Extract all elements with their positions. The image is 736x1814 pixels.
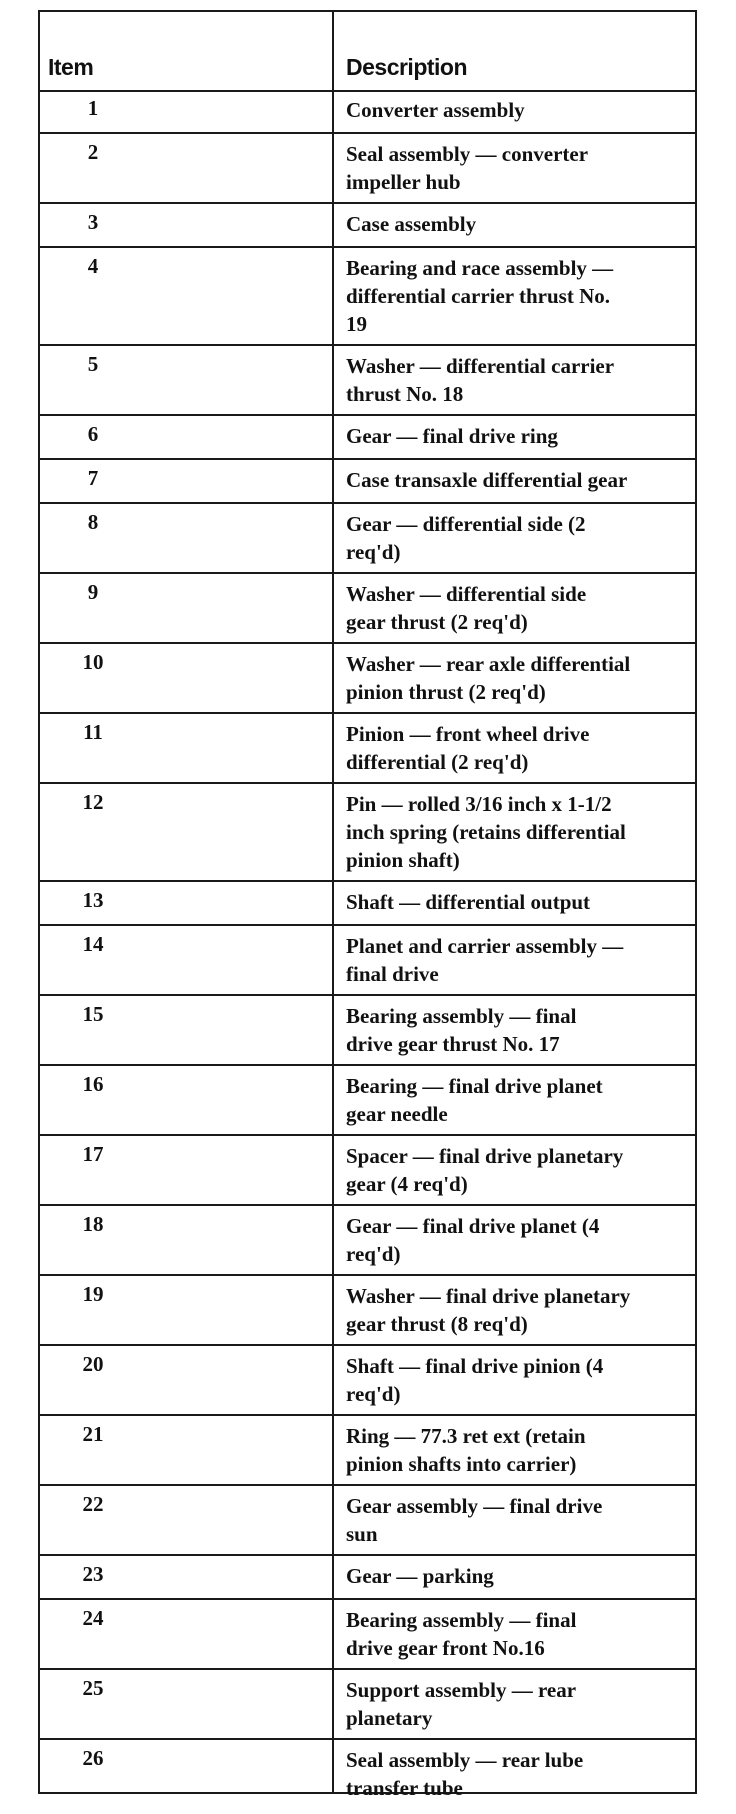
table-row (40, 1740, 695, 1810)
item-description (346, 422, 687, 450)
table-row (40, 460, 695, 504)
description-line: Gear — parking (346, 1564, 494, 1588)
item-description (346, 1352, 687, 1408)
item-number: 12 (82, 790, 104, 814)
item-description (346, 1072, 687, 1128)
description-line: Seal assembly — rear lube (346, 1748, 584, 1772)
item-description (346, 888, 687, 916)
item-description (346, 1746, 687, 1802)
table-row (40, 248, 695, 346)
item-number: 14 (82, 932, 104, 956)
item-description (346, 1212, 687, 1268)
item-description (346, 510, 687, 566)
description-line: Washer — differential side (346, 582, 587, 606)
description-line: gear thrust (2 req'd) (346, 610, 528, 634)
item-description (346, 96, 687, 124)
description-line: transfer tube (346, 1776, 463, 1800)
item-number: 24 (82, 1606, 104, 1630)
item-description (346, 140, 687, 196)
item-description (346, 1142, 687, 1198)
description-line: Pinion — front wheel drive (346, 722, 590, 746)
description-line: Bearing assembly — final (346, 1004, 577, 1028)
description-line: gear (4 req'd) (346, 1172, 468, 1196)
table-row (40, 882, 695, 926)
description-line: inch spring (retains differential (346, 820, 626, 844)
parts-table (38, 10, 697, 1800)
item-number: 3 (87, 210, 99, 234)
table-row (40, 784, 695, 882)
description-line: gear needle (346, 1102, 448, 1126)
table-row (40, 1486, 695, 1556)
table-row (40, 714, 695, 784)
description-line: Washer — final drive planetary (346, 1284, 631, 1308)
item-number: 5 (87, 352, 99, 376)
item-number: 10 (82, 650, 104, 674)
column-divider (332, 12, 334, 1792)
table-header (40, 12, 695, 92)
table-row (40, 1206, 695, 1276)
table-row (40, 1136, 695, 1206)
description-line: differential carrier thrust No. (346, 284, 610, 308)
table-row (40, 1276, 695, 1346)
table-row (40, 1066, 695, 1136)
description-line: Shaft — final drive pinion (4 (346, 1354, 604, 1378)
table-row (40, 134, 695, 204)
description-line: Support assembly — rear (346, 1678, 577, 1702)
item-description (346, 932, 687, 988)
description-line: Gear — final drive ring (346, 424, 558, 448)
description-line: gear thrust (8 req'd) (346, 1312, 528, 1336)
item-number: 25 (82, 1676, 104, 1700)
description-line: Gear — final drive planet (4 (346, 1214, 600, 1238)
item-number: 2 (87, 140, 99, 164)
description-line: drive gear front No.16 (346, 1636, 545, 1660)
description-line: Washer — differential carrier (346, 354, 615, 378)
table-row (40, 644, 695, 714)
description-line: Gear assembly — final drive (346, 1494, 603, 1518)
item-description (346, 650, 687, 706)
item-number: 8 (87, 510, 99, 534)
description-line: sun (346, 1522, 378, 1546)
item-number: 4 (87, 254, 99, 278)
description-line: thrust No. 18 (346, 382, 464, 406)
item-description (346, 1282, 687, 1338)
column-header-description: Description (346, 54, 468, 80)
description-line: pinion shaft) (346, 848, 460, 872)
description-line: final drive (346, 962, 439, 986)
item-number: 18 (82, 1212, 104, 1236)
item-description (346, 1422, 687, 1478)
item-number: 6 (87, 422, 99, 446)
table-row (40, 504, 695, 574)
description-line: planetary (346, 1706, 433, 1730)
item-description (346, 1492, 687, 1548)
item-number: 16 (82, 1072, 104, 1096)
item-description (346, 210, 687, 238)
item-number: 17 (82, 1142, 104, 1166)
item-number: 9 (87, 580, 99, 604)
description-line: impeller hub (346, 170, 461, 194)
table-row (40, 1600, 695, 1670)
description-line: pinion thrust (2 req'd) (346, 680, 546, 704)
item-number: 13 (82, 888, 104, 912)
table-row (40, 926, 695, 996)
description-line: Bearing and race assembly — (346, 256, 614, 280)
table-row (40, 996, 695, 1066)
item-description (346, 1606, 687, 1662)
table-row (40, 204, 695, 248)
description-line: drive gear thrust No. 17 (346, 1032, 560, 1056)
description-line: Seal assembly — converter (346, 142, 589, 166)
item-number: 7 (87, 466, 99, 490)
item-number: 15 (82, 1002, 104, 1026)
item-number: 22 (82, 1492, 104, 1516)
table-row (40, 1670, 695, 1740)
item-number: 1 (87, 96, 99, 120)
item-number: 11 (83, 720, 103, 744)
item-description (346, 1562, 687, 1590)
description-line: Spacer — final drive planetary (346, 1144, 624, 1168)
description-line: Case transaxle differential gear (346, 468, 628, 492)
description-line: Gear — differential side (2 (346, 512, 586, 536)
item-number: 26 (82, 1746, 104, 1770)
item-number: 23 (82, 1562, 104, 1586)
table-body (40, 90, 695, 1810)
description-line: Case assembly (346, 212, 477, 236)
description-line: req'd) (346, 1382, 401, 1406)
item-number: 19 (82, 1282, 104, 1306)
description-line: Pin — rolled 3/16 inch x 1-1/2 (346, 792, 612, 816)
description-line: req'd) (346, 540, 401, 564)
item-description (346, 580, 687, 636)
table-row (40, 346, 695, 416)
description-line: req'd) (346, 1242, 401, 1266)
item-description (346, 1676, 687, 1732)
description-line: Converter assembly (346, 98, 525, 122)
description-line: differential (2 req'd) (346, 750, 529, 774)
item-description (346, 1002, 687, 1058)
item-number: 21 (82, 1422, 104, 1446)
description-line: 19 (346, 312, 367, 336)
item-description (346, 352, 687, 408)
table-row (40, 574, 695, 644)
description-line: Planet and carrier assembly — (346, 934, 624, 958)
table-row (40, 416, 695, 460)
description-line: Bearing — final drive planet (346, 1074, 603, 1098)
column-header-item: Item (48, 54, 94, 80)
item-description (346, 790, 687, 874)
table-row (40, 90, 695, 134)
description-line: Bearing assembly — final (346, 1608, 577, 1632)
description-line: Ring — 77.3 ret ext (retain (346, 1424, 586, 1448)
item-description (346, 254, 687, 338)
table-row (40, 1346, 695, 1416)
item-number: 20 (82, 1352, 104, 1376)
description-line: Shaft — differential output (346, 890, 591, 914)
table-row (40, 1416, 695, 1486)
description-line: Washer — rear axle differential (346, 652, 631, 676)
item-description (346, 720, 687, 776)
item-description (346, 466, 687, 494)
table-row (40, 1556, 695, 1600)
description-line: pinion shafts into carrier) (346, 1452, 577, 1476)
